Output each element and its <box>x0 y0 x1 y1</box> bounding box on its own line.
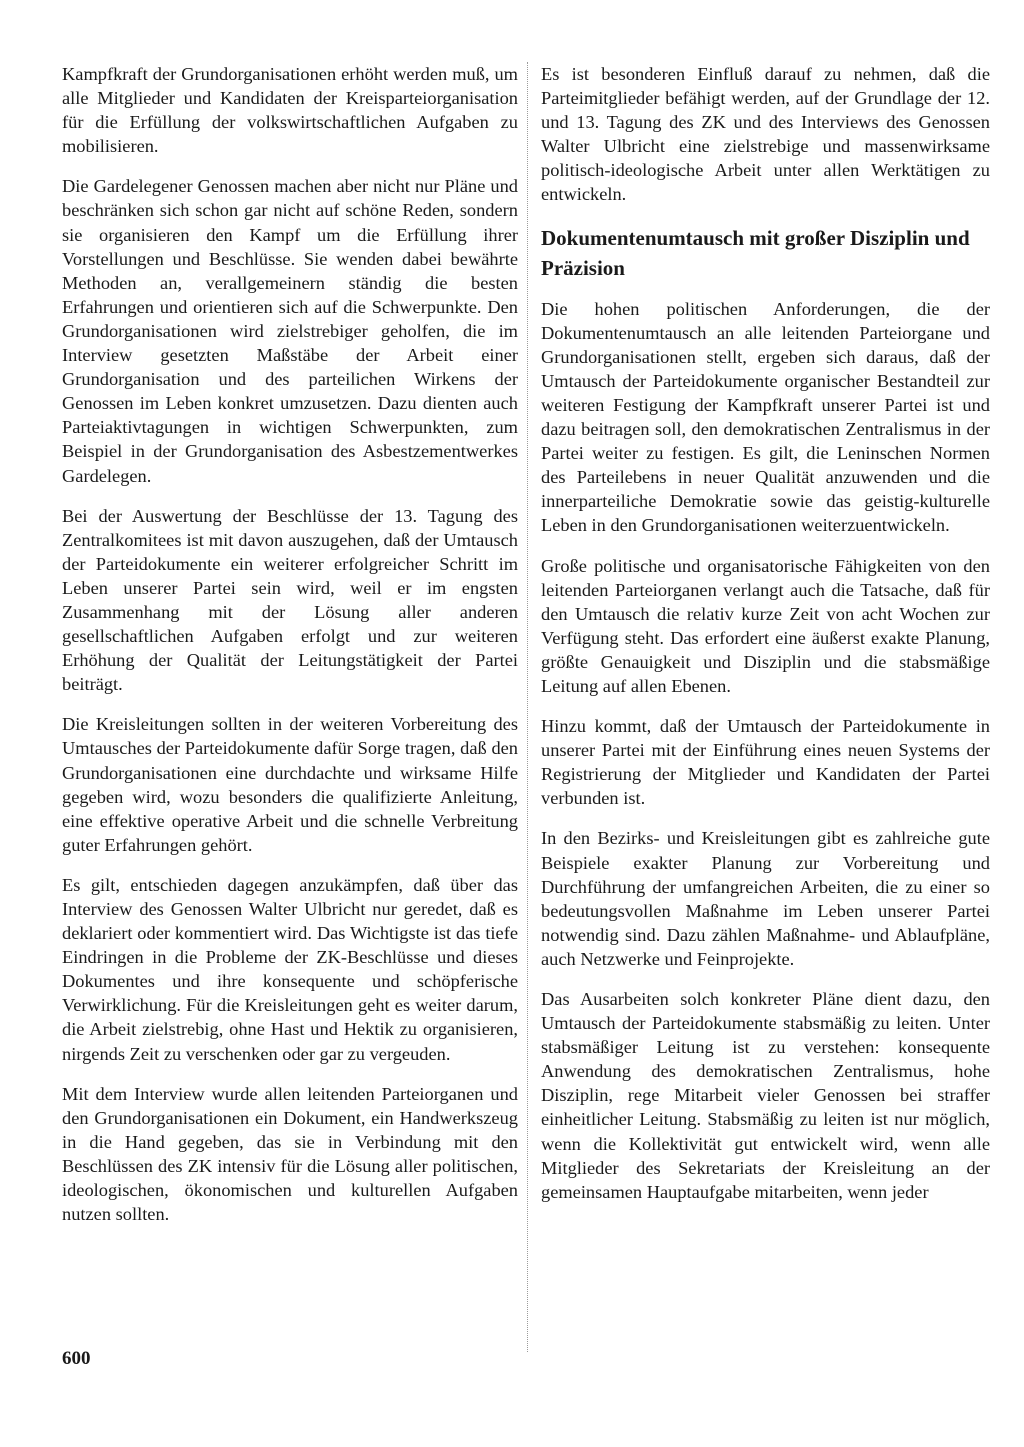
column-divider <box>527 62 528 1352</box>
paragraph: Bei der Auswertung der Beschlüsse der 13. Tagung des Zentralkomitees ist mit davon auszugehen, daß der Umtausch der Parteidokumente ein weiterer erfolgreicher Schritt im Leben unserer Partei sein wird, weil er im engsten Zusammenhang mit der Lösung aller anderen gesellschaftlichen Aufgaben erfolgt und zur weiteren Erhöhung der Qualität der Leitungstätigkeit der Partei beiträgt. <box>62 505 518 695</box>
paragraph: Die hohen politischen Anforderungen, die der Dokumentenumtausch an alle leitenden Parteiorgane und Grundorganisationen stellt, ergeben sich daraus, daß der Umtausch der Parteidokumente organischer Bestandteil zur weiteren Festigung der Kampfkraft unserer Partei ist und dazu beitragen soll, den demokratischen Zentralismus in der Partei weiter zu festigen. Es gilt, die Leninschen Normen des Parteilebens in neuer Qualität anzuwenden und die innerparteiliche Demokratie sowie das geistig-kulturelle Leben in den Grundorganisationen weiterzuentwickeln. <box>541 298 990 536</box>
intro-paragraph: Es ist besonderen Einfluß darauf zu nehmen, daß die Parteimitglieder befähigt werden, auf der Grundlage der 12. und 13. Tagung des ZK und des Interviews des Genossen Walter Ulbricht eine zielstrebige und massenwirksame politisch-ideologische Arbeit unter allen Werktätigen zu entwickeln. <box>541 64 990 205</box>
paragraph: Hinzu kommt, daß der Umtausch der Parteidokumente in unserer Partei mit der Einführung eines neuen Systems der Registrierung der Mitglieder und Kandidaten der Partei verbunden ist. <box>541 716 990 809</box>
right-column <box>541 62 990 1220</box>
section-heading: Dokumentenumtausch mit großer Disziplin und Präzision <box>541 225 970 280</box>
page-number: 600 <box>62 1348 91 1369</box>
paragraph: Kampfkraft der Grundorganisationen erhöht werden muß, um alle Mitglieder und Kandidaten der Kreisparteiorganisation für die Erfüllung der volkswirtschaftlichen Aufgaben zu mobilisieren. <box>62 64 518 157</box>
left-column <box>62 62 518 1242</box>
paragraph: Es gilt, entschieden dagegen anzukämpfen, daß über das Interview des Genossen Walter Ulbricht nur geredet, daß es deklariert oder kommentiert wird. Das Wichtigste ist das tiefe Eindringen in die Probleme der ZK-Beschlüsse und dieses Dokumentes und ihre konsequente und schöpferische Verwirklichung. Für die Kreisleitungen geht es weiter darum, die Arbeit zielstrebig, ohne Hast und Hektik zu organisieren, nirgends Zeit zu verschenken oder gar zu vergeuden. <box>62 874 518 1064</box>
paragraph: Das Ausarbeiten solch konkreter Pläne dient dazu, den Umtausch der Parteidokumente stabsmäßig zu leiten. Unter stabsmäßiger Leitung ist zu verstehen: konsequente Anwendung des demokratischen Zentralismus, hohe Disziplin, rege Mitarbeit vieler Genossen bei straffer einheitlicher Leitung. Stabsmäßig zu leiten ist nur möglich, wenn die Kollektivität gut entwickelt wird, wenn alle Mitglieder des Sekretariats der Kreisleitung an der gemeinsamen Hauptaufgabe mitarbeiten, wenn jeder <box>541 989 990 1202</box>
paragraph: Mit dem Interview wurde allen leitenden Parteiorganen und den Grundorganisationen ein Dokument, ein Handwerkszeug in die Hand gegeben, das sie in Verbindung mit den Beschlüssen des ZK intensiv für die Lösung aller politischen, ideologischen, ökonomischen und kulturellen Aufgaben nutzen sollten. <box>62 1083 518 1225</box>
paragraph: Die Gardelegener Genossen machen aber nicht nur Pläne und beschränken sich schon gar nicht auf schöne Reden, sondern sie organisieren den Kampf um die Erfüllung ihrer Vorstellungen und Beschlüsse. Sie wenden dabei bewährte Methoden an, verallgemeinern ständig die besten Erfahrungen und orientieren sich auf die Schwerpunkte. Den Grundorganisationen wird zielstrebiger geholfen, die im Interview gesetzten Maßstäbe der Arbeit einer Grundorganisation und des parteilichen Wirkens der Genossen im Leben konkret umzusetzen. Dazu dienten auch Parteiaktivtagungen in wichtigen Schwerpunkten, zum Beispiel in der Grundorganisation des Asbestzementwerkes Gardelegen. <box>62 176 518 486</box>
paragraph: Die Kreisleitungen sollten in der weiteren Vorbereitung des Umtausches der Parteidokumente dafür Sorge tragen, daß den Grundorganisationen eine durchdachte und wirksame Hilfe gegeben wird, wozu besonders die qualifizierte Anleitung, eine effektive operative Arbeit und die schnelle Verbreitung guter Erfahrungen gehört. <box>62 714 518 855</box>
paragraph: Große politische und organisatorische Fähigkeiten von den leitenden Parteiorganen verlangt auch die Tatsache, daß für den Umtausch die relativ kurze Zeit von acht Wochen zur Verfügung steht. Das erfordert eine äußerst exakte Planung, größte Genauigkeit und Disziplin und die stabsmäßige Leitung auf allen Ebenen. <box>541 555 990 696</box>
paragraph: In den Bezirks- und Kreisleitungen gibt es zahlreiche gute Beispiele exakter Planung zur Vorbereitung und Durchführung der umfangreichen Arbeiten, die zu einer so bedeutungsvollen Maßnahme im Leben unserer Partei notwendig sind. Dazu zählen Maßnahme- und Ablaufpläne, auch Netzwerke und Feinprojekte. <box>541 828 990 969</box>
